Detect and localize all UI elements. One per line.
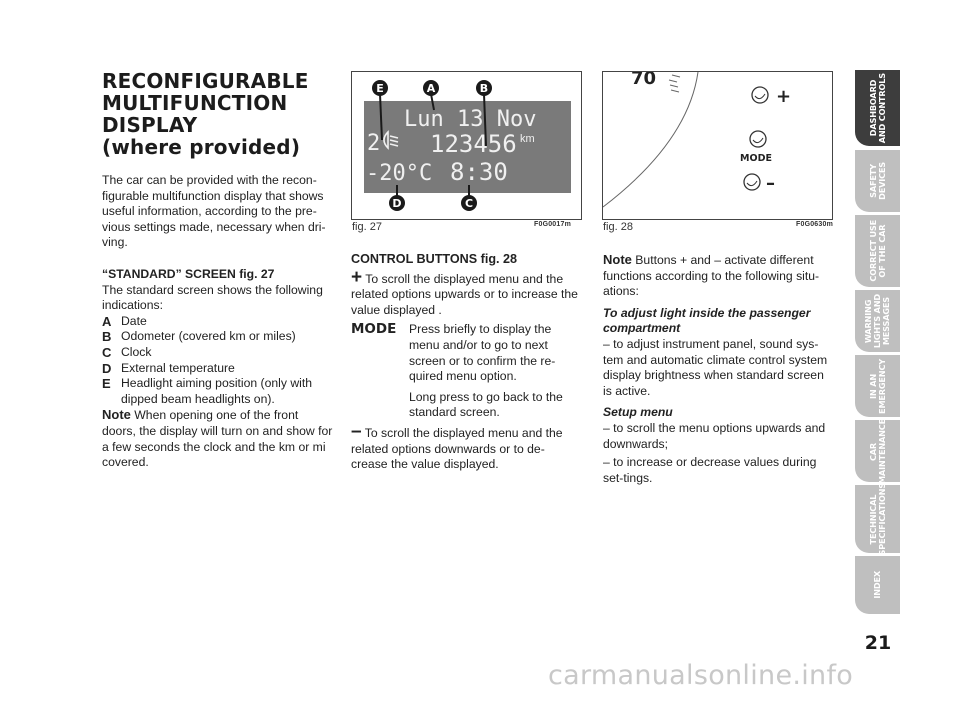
tab-dashboard-and-controls[interactable] bbox=[855, 70, 900, 146]
legend-item bbox=[102, 345, 335, 361]
note-label: Note bbox=[603, 252, 632, 267]
legend-key: C bbox=[102, 344, 112, 360]
plus-label: + bbox=[776, 86, 792, 107]
tab-correct-use[interactable] bbox=[855, 215, 900, 287]
legend-item bbox=[102, 329, 335, 345]
lcd-unit: km bbox=[520, 133, 535, 145]
tab-label: INDEX bbox=[872, 571, 882, 599]
plus-description bbox=[351, 266, 580, 319]
mode-text-long-press: Long press to go back to the standard screen. bbox=[409, 389, 563, 420]
legend-text: Headlight aiming position (only with dipped beam headlights on). bbox=[121, 376, 313, 406]
callout-label: A bbox=[426, 82, 436, 95]
figure-28-caption: fig. 28 bbox=[603, 221, 633, 233]
tab-in-an-emergency[interactable] bbox=[855, 355, 900, 417]
page-title bbox=[102, 70, 337, 158]
legend-key: A bbox=[102, 313, 112, 329]
mode-text-short-press: Press briefly to display the menu and/or to go to next screen or to confirm the re-quired menu option. bbox=[409, 322, 556, 384]
tab-safety-devices[interactable] bbox=[855, 150, 900, 212]
callout-c bbox=[461, 195, 477, 211]
note-text: When opening one of the front doors, the display will turn on and show for a few seconds the clock and the km or mi covered. bbox=[102, 408, 333, 470]
light-text: – to adjust instrument panel, sound sys-tem and automatic climate control system display brightness when standard screen is active. bbox=[603, 336, 828, 398]
note-paragraph bbox=[102, 407, 335, 470]
legend-text: External temperature bbox=[121, 360, 235, 375]
mode-button[interactable] bbox=[740, 131, 772, 164]
figure-28 bbox=[602, 71, 833, 220]
minus-label: – bbox=[766, 173, 775, 194]
tab-label: WARNING LIGHTS AND MESSAGES bbox=[863, 293, 891, 349]
legend-key: D bbox=[102, 360, 112, 376]
mode-description bbox=[351, 322, 580, 421]
legend-key: B bbox=[102, 329, 112, 345]
multifunction-display-illustration bbox=[352, 72, 581, 219]
lcd-odometer: 123456 bbox=[430, 130, 517, 158]
figure-27-caption: fig. 27 bbox=[352, 221, 382, 233]
legend-text: Odometer (covered km or miles) bbox=[121, 329, 296, 344]
tab-car-maintenance[interactable] bbox=[855, 420, 900, 482]
lcd-clock: 8:30 bbox=[450, 158, 508, 186]
note-text: Buttons + and – activate different functions according to the following situ-ations: bbox=[603, 253, 820, 299]
figure-27 bbox=[351, 71, 582, 220]
callout-a bbox=[423, 80, 439, 96]
callout-b bbox=[476, 80, 492, 96]
mode-symbol: MODE bbox=[351, 321, 397, 338]
tab-label: CAR MAINTENANCE bbox=[867, 418, 887, 484]
lcd-aim-value: 2 bbox=[367, 131, 381, 156]
control-buttons-illustration bbox=[603, 72, 832, 219]
legend-text: Date bbox=[121, 313, 147, 328]
title-line: (where provided) bbox=[102, 135, 301, 159]
legend-list bbox=[102, 314, 335, 408]
tab-label: SAFETY DEVICES bbox=[867, 162, 887, 200]
legend-item bbox=[102, 361, 335, 377]
tab-index[interactable] bbox=[855, 556, 900, 614]
standard-screen-heading: “STANDARD” SCREEN fig. 27 bbox=[102, 266, 275, 281]
light-heading: To adjust light inside the passenger compartment bbox=[603, 305, 811, 336]
right-column bbox=[603, 252, 832, 486]
callout-d bbox=[389, 195, 405, 211]
minus-text: To scroll the displayed menu and the related options downwards or to de-crease the value displayed. bbox=[351, 425, 563, 472]
figure-28-code: F0G0630m bbox=[796, 221, 834, 228]
callout-label: E bbox=[376, 82, 384, 95]
callout-label: B bbox=[479, 82, 489, 95]
callout-label: D bbox=[392, 197, 402, 210]
title-line: MULTIFUNCTION bbox=[102, 91, 288, 115]
legend-text: Clock bbox=[121, 344, 152, 359]
speed-mark: 70 bbox=[631, 72, 657, 89]
title-line: DISPLAY bbox=[102, 113, 198, 137]
setup-item: – to scroll the menu options upwards and downwards; bbox=[603, 420, 826, 451]
tab-warning-lights[interactable] bbox=[855, 290, 900, 352]
left-column bbox=[102, 173, 335, 471]
tab-label: CORRECT USE OF THE CAR bbox=[867, 220, 887, 282]
lcd-date: Lun 13 Nov bbox=[404, 107, 537, 132]
title-line: RECONFIGURABLE bbox=[102, 69, 309, 93]
legend-item bbox=[102, 376, 335, 407]
minus-description bbox=[351, 420, 580, 473]
standard-screen-text: The standard screen shows the following indications: bbox=[102, 282, 323, 313]
plus-symbol: + bbox=[351, 266, 363, 288]
figure-27-code: F0G0017m bbox=[534, 221, 572, 228]
page-number: 21 bbox=[864, 632, 892, 654]
lcd-temperature: -20°C bbox=[366, 161, 433, 186]
tab-label: TECHNICAL SPECIFICATIONS bbox=[867, 482, 887, 556]
tab-label: IN AN EMERGENCY bbox=[867, 358, 887, 414]
control-buttons-heading: CONTROL BUTTONS fig. 28 bbox=[351, 252, 518, 266]
mode-label: MODE bbox=[740, 153, 772, 164]
plus-button[interactable] bbox=[752, 86, 791, 107]
callout-label: C bbox=[464, 197, 474, 210]
callout-e bbox=[372, 80, 388, 96]
setup-heading: Setup menu bbox=[603, 405, 673, 420]
minus-button[interactable] bbox=[744, 173, 775, 194]
plus-text: To scroll the displayed menu and the related options upwards or to increase the value displayed . bbox=[351, 271, 578, 317]
note-label: Note bbox=[102, 407, 131, 423]
legend-key: E bbox=[102, 376, 111, 392]
intro-paragraph: The car can be provided with the recon-figurable multifunction display that shows useful information, according to the pre-vious settings made, necessary when dri-ving. bbox=[102, 173, 326, 250]
note-buttons-paragraph bbox=[603, 252, 832, 300]
watermark: carmanualsonline.info bbox=[548, 660, 854, 691]
middle-column bbox=[351, 252, 580, 473]
tab-technical-specifications[interactable] bbox=[855, 482, 900, 556]
minus-symbol: – bbox=[351, 420, 362, 442]
setup-item: – to increase or decrease values during set-tings. bbox=[603, 455, 817, 485]
gauge-ticks bbox=[669, 75, 680, 92]
legend-item bbox=[102, 314, 335, 330]
tab-label: DASHBOARD AND CONTROLS bbox=[867, 72, 887, 144]
